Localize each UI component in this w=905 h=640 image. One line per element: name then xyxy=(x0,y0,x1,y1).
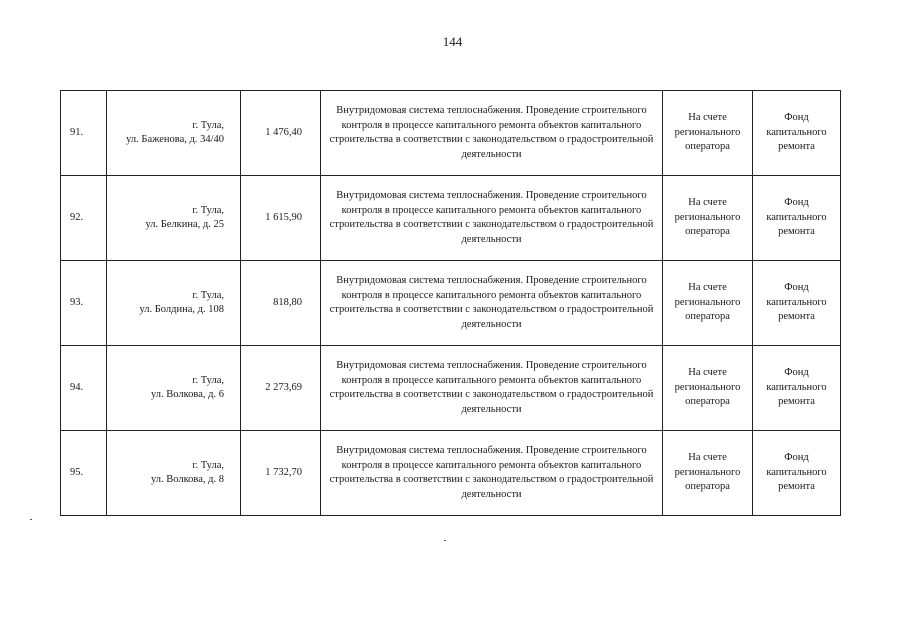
row-description: Внутридомовая система теплоснабжения. Проведение строительного контроля в процессе капитального ремонта объектов капитального строительства в соответствии с законодательством о градостроительной деятельности xyxy=(321,346,663,431)
fund-line-1: Фонд xyxy=(784,112,809,124)
row-address xyxy=(107,176,241,261)
row-account xyxy=(663,431,753,516)
fund-line-2: капитального xyxy=(766,211,827,223)
fund-line-3: ремонта xyxy=(778,226,815,238)
row-address xyxy=(107,346,241,431)
account-line-1: На счете xyxy=(688,452,727,464)
fund-line-1: Фонд xyxy=(784,452,809,464)
row-fund xyxy=(753,346,841,431)
row-cost: 1 476,40 xyxy=(241,91,321,176)
row-account xyxy=(663,346,753,431)
table-body xyxy=(61,91,841,516)
row-number: 93. xyxy=(61,261,107,346)
row-address xyxy=(107,431,241,516)
address-street: ул. Волкова, д. 8 xyxy=(150,474,224,485)
scan-speck xyxy=(30,519,32,520)
account-line-3: оператора xyxy=(685,481,730,493)
address-city: г. Тула, xyxy=(192,374,224,386)
address-street: ул. Болдина, д. 108 xyxy=(139,304,224,315)
table-row xyxy=(61,91,841,176)
account-line-3: оператора xyxy=(685,226,730,238)
fund-line-1: Фонд xyxy=(784,282,809,294)
row-description: Внутридомовая система теплоснабжения. Проведение строительного контроля в процессе капитального ремонта объектов капитального строительства в соответствии с законодательством о градостроительной деятельности xyxy=(321,176,663,261)
account-line-2: регионального xyxy=(674,126,741,138)
table-row xyxy=(61,431,841,516)
fund-line-2: капитального xyxy=(766,381,827,393)
address-city: г. Тула, xyxy=(192,204,224,216)
address-street: ул. Волкова, д. 6 xyxy=(150,389,224,400)
fund-line-3: ремонта xyxy=(778,311,815,323)
row-address xyxy=(107,91,241,176)
account-line-2: регионального xyxy=(674,211,741,223)
account-line-2: регионального xyxy=(674,381,741,393)
address-city: г. Тула, xyxy=(192,459,224,471)
fund-line-3: ремонта xyxy=(778,396,815,408)
row-account xyxy=(663,176,753,261)
row-description: Внутридомовая система теплоснабжения. Проведение строительного контроля в процессе капитального ремонта объектов капитального строительства в соответствии с законодательством о градостроительной деятельности xyxy=(321,431,663,516)
fund-line-1: Фонд xyxy=(784,197,809,209)
row-cost: 1 732,70 xyxy=(241,431,321,516)
row-fund xyxy=(753,176,841,261)
row-number: 95. xyxy=(61,431,107,516)
account-line-1: На счете xyxy=(688,282,727,294)
account-line-1: На счете xyxy=(688,197,727,209)
fund-line-1: Фонд xyxy=(784,367,809,379)
row-number: 91. xyxy=(61,91,107,176)
row-description: Внутридомовая система теплоснабжения. Проведение строительного контроля в процессе капитального ремонта объектов капитального строительства в соответствии с законодательством о градостроительной деятельности xyxy=(321,261,663,346)
address-city: г. Тула, xyxy=(192,119,224,131)
row-description: Внутридомовая система теплоснабжения. Проведение строительного контроля в процессе капитального ремонта объектов капитального строительства в соответствии с законодательством о градостроительной деятельности xyxy=(321,91,663,176)
account-line-3: оператора xyxy=(685,396,730,408)
row-number: 92. xyxy=(61,176,107,261)
account-line-1: На счете xyxy=(688,112,727,124)
row-fund xyxy=(753,261,841,346)
table-row xyxy=(61,261,841,346)
fund-line-3: ремонта xyxy=(778,481,815,493)
fund-line-2: капитального xyxy=(766,466,827,478)
address-street: ул. Баженова, д. 34/40 xyxy=(126,134,224,145)
account-line-2: регионального xyxy=(674,466,741,478)
row-address xyxy=(107,261,241,346)
works-table xyxy=(60,90,841,516)
row-number: 94. xyxy=(61,346,107,431)
page-number: 144 xyxy=(442,34,463,49)
row-cost: 1 615,90 xyxy=(241,176,321,261)
scan-speck xyxy=(444,540,446,541)
row-fund xyxy=(753,91,841,176)
row-account xyxy=(663,91,753,176)
account-line-2: регионального xyxy=(674,296,741,308)
account-line-3: оператора xyxy=(685,311,730,323)
fund-line-3: ремонта xyxy=(778,141,815,153)
fund-line-2: капитального xyxy=(766,296,827,308)
account-line-3: оператора xyxy=(685,141,730,153)
row-fund xyxy=(753,431,841,516)
table-row xyxy=(61,176,841,261)
row-account xyxy=(663,261,753,346)
account-line-1: На счете xyxy=(688,367,727,379)
table-row xyxy=(61,346,841,431)
address-city: г. Тула, xyxy=(192,289,224,301)
row-cost: 2 273,69 xyxy=(241,346,321,431)
fund-line-2: капитального xyxy=(766,126,827,138)
row-cost: 818,80 xyxy=(241,261,321,346)
address-street: ул. Белкина, д. 25 xyxy=(145,219,224,230)
